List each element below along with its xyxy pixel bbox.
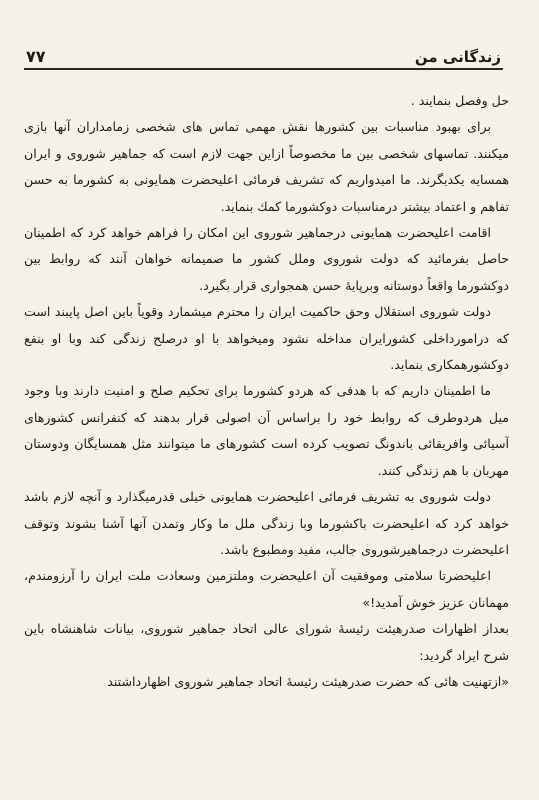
paragraph-8: بعداز اظهارات صدرهیئت رئیسهٔ شورای عالی اتحاد جماهیر شوروی، بیانات شاهنشاه باین شرح ایراد گردید:	[24, 621, 509, 663]
paragraph-5: ما اطمینان داریم که با هدفی که هردو کشورما برای تحکیم صلح و امنیت دارند وبا وجود میل هردوطرف که روابط خود را براساس آن اصولی قرار بدهند که کنفرانس کشورهای آسیائی وافریقائی باندونگ تصویب کرده است کشورهای ما میتوانند مثل همسایگان ودوستان مهربان با هم زندگی کنند.	[24, 383, 509, 478]
running-title: زندگانی من	[414, 48, 501, 66]
paragraph-6: دولت شوروی به تشریف فرمائی اعلیحضرت همایونی خیلی قدرمیگذارد و آنچه لازم باشد خواهد کرد که اعلیحضرت باکشورما وبا زندگی ملل ما وکار وتمدن آنها آشنا بشوند وتوقف اعلیحضرت درجماهیرشوروی جالب، مفید ومطبوع باشد.	[24, 489, 509, 557]
paragraph-7: اعلیحضرتا سلامتی وموفقیت آن اعلیحضرت وملتزمین وسعادت ملت ایران را آرزومندم، مهمانان عزیز خوش آمدید!»	[24, 568, 509, 610]
paragraph-9: «ازتهنیت هائی که حضرت صدرهیئت رئیسهٔ اتحاد جماهیر شوروی اظهارداشتند	[107, 673, 509, 689]
paragraph-4: دولت شوروی استقلال وحق حاکمیت ایران را محترم میشمارد وقویاً باین اصل پایبند است که درامورداخلی کشورایران مداخله نشود ومیخواهد با او درصلح زندگی کند وبا او بنفع دوکشورهمکاری بنماید.	[24, 304, 509, 373]
page-number: ۷۷	[26, 47, 46, 66]
paragraph-3: اقامت اعلیحضرت همایونی درجماهیر شوروی این امکان را فراهم خواهد کرد که اطمینان حاصل بفرمائید که دولت شوروی وملل کشور ما صمیمانه خواهان آنند که روابط بین دوکشورما واقعاً دوستانه وبرپایهٔ حسن همجواری قرار بگیرد.	[24, 225, 509, 293]
page-header	[26, 36, 501, 66]
header-rule	[24, 68, 503, 70]
paragraph-2: برای بهبود مناسبات بین کشورها نقش مهمی تماس های شخصی زمامداران آنها بازی میکنند. تماسهای شخصی بین ما مخصوصاً ازاین جهت لازم است که جماهیر شوروی و ایران همسایه یکدیگرند. ما امیدواریم که تشریف فرمائی اعلیحضرت همایونی به کشورما به حسن تفاهم و اعتماد بیشتر درمناسبات دوکشورما کمك بنماید.	[24, 119, 509, 214]
paragraph-1: حل وفصل بنمایند .	[410, 93, 509, 108]
body-text	[24, 88, 509, 788]
